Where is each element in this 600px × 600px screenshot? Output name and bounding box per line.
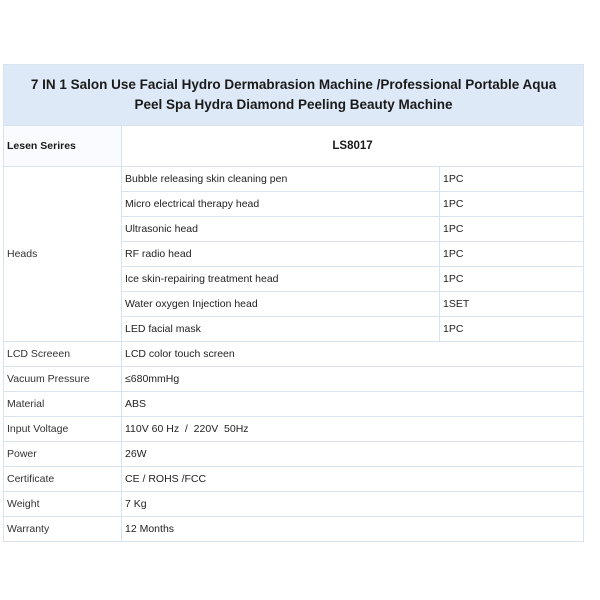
spec-row-weight [4,492,584,517]
spec-row-vacuum [4,367,584,392]
spec-label-power: Power [4,442,122,467]
head-name-4: Ice skin-repairing treatment head [122,267,440,292]
spec-label-weight: Weight [4,492,122,517]
head-qty-3: 1PC [440,242,584,267]
head-qty-2: 1PC [440,217,584,242]
heads-label: Heads [4,167,122,342]
spec-label-lcd: LCD Screeen [4,342,122,367]
head-name-3: RF radio head [122,242,440,267]
series-row [4,126,584,167]
spec-value-warranty: 12 Months [122,517,584,542]
spec-value-lcd: LCD color touch screen [122,342,584,367]
head-name-0: Bubble releasing skin cleaning pen [122,167,440,192]
spec-row-voltage [4,417,584,442]
head-qty-1: 1PC [440,192,584,217]
spec-row-power [4,442,584,467]
spec-label-material: Material [4,392,122,417]
spec-value-weight: 7 Kg [122,492,584,517]
head-qty-4: 1PC [440,267,584,292]
series-value: LS8017 [122,126,584,167]
spec-value-power: 26W [122,442,584,467]
head-qty-0: 1PC [440,167,584,192]
spec-value-certificate: CE / ROHS /FCC [122,467,584,492]
product-title [4,65,584,126]
spec-label-warranty: Warranty [4,517,122,542]
spec-value-voltage: 110V 60 Hz / 220V 50Hz [122,417,584,442]
spec-row-material [4,392,584,417]
heads-row-0 [4,167,584,192]
spec-table [3,64,584,542]
spec-row-lcd [4,342,584,367]
head-name-6: LED facial mask [122,317,440,342]
spec-label-certificate: Certificate [4,467,122,492]
spec-row-warranty [4,517,584,542]
spec-value-material: ABS [122,392,584,417]
title-line-2: Peel Spa Hydra Diamond Peeling Beauty Machine [134,97,453,112]
head-name-2: Ultrasonic head [122,217,440,242]
head-name-5: Water oxygen Injection head [122,292,440,317]
head-name-1: Micro electrical therapy head [122,192,440,217]
spec-label-vacuum: Vacuum Pressure [4,367,122,392]
head-qty-6: 1PC [440,317,584,342]
spec-row-certificate [4,467,584,492]
series-label: Lesen Serires [4,126,122,167]
title-line-1: 7 IN 1 Salon Use Facial Hydro Dermabrasion Machine /Professional Portable Aqua [30,77,557,92]
head-qty-5: 1SET [440,292,584,317]
spec-label-voltage: Input Voltage [4,417,122,442]
spec-value-vacuum: ≤680mmHg [122,367,584,392]
title-row [4,65,584,126]
